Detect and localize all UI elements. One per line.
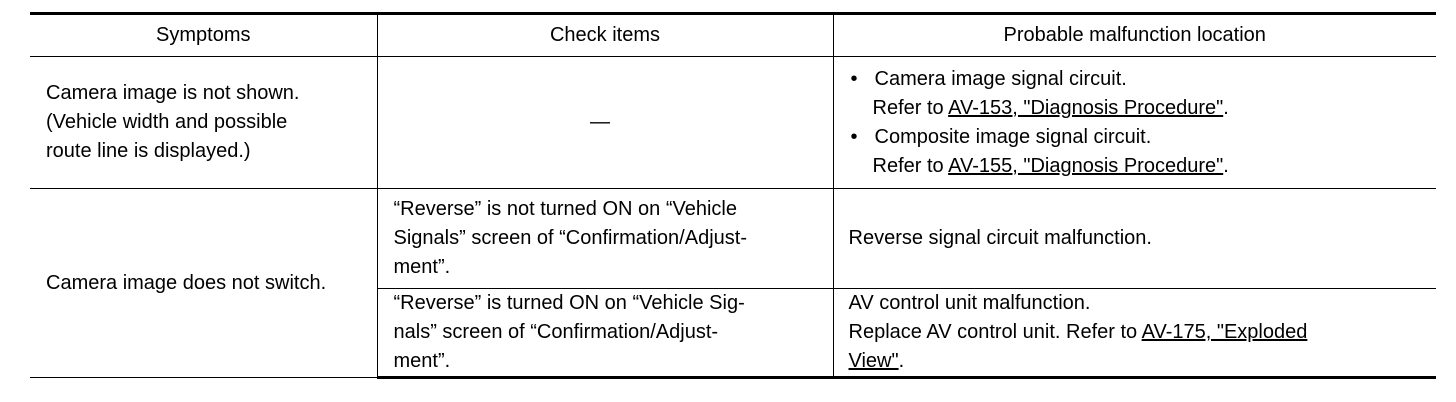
refer-end: . bbox=[898, 350, 905, 372]
check-cell bbox=[377, 189, 833, 289]
symptom-cell: Camera image does not switch. bbox=[30, 189, 377, 378]
symptom-line: Camera image is not shown. bbox=[46, 82, 300, 104]
check-cell bbox=[377, 289, 833, 378]
location-cell: Reverse signal circuit malfunction. bbox=[833, 189, 1436, 289]
location-cell bbox=[833, 289, 1436, 378]
location-line bbox=[849, 347, 1427, 376]
refer-prefix: Refer to bbox=[872, 96, 949, 119]
bullet-text: Composite image signal circuit. bbox=[874, 125, 1152, 148]
refer-prefix: Replace AV control unit. Refer to bbox=[848, 321, 1142, 343]
reference-link[interactable]: AV-153, "Diagnosis Procedure" bbox=[948, 96, 1224, 119]
reference-link-continued[interactable]: View" bbox=[848, 350, 899, 372]
bullet-item bbox=[849, 65, 1427, 94]
header-symptoms: Symptoms bbox=[30, 14, 377, 57]
symptom-cell bbox=[30, 57, 377, 189]
check-line: “Reverse” is not turned ON on “Vehicle bbox=[393, 198, 737, 220]
check-line: “Reverse” is turned ON on “Vehicle Sig- bbox=[393, 292, 745, 314]
symptom-line: (Vehicle width and possible bbox=[46, 111, 288, 133]
bullet-icon: • bbox=[850, 125, 858, 148]
refer-end: . bbox=[1223, 96, 1229, 119]
location-cell bbox=[833, 57, 1436, 189]
table-row bbox=[30, 57, 1436, 189]
check-line: nals” screen of “Confirmation/Adjust- bbox=[393, 321, 719, 343]
check-line: ment”. bbox=[393, 256, 451, 278]
table-row bbox=[30, 189, 1436, 289]
diagnosis-table bbox=[30, 12, 1436, 379]
refer-prefix: Refer to bbox=[872, 154, 949, 177]
check-line: Signals” screen of “Confirmation/Adjust- bbox=[393, 227, 747, 249]
reference-link[interactable]: AV-175, "Exploded bbox=[1141, 321, 1308, 343]
header-check-items: Check items bbox=[377, 14, 833, 57]
bullet-text: Camera image signal circuit. bbox=[874, 67, 1127, 90]
refer-line bbox=[849, 94, 1427, 123]
location-line: AV control unit malfunction. bbox=[848, 292, 1091, 314]
bullet-icon: • bbox=[850, 67, 858, 90]
check-cell: — bbox=[377, 57, 833, 189]
bullet-item bbox=[849, 123, 1427, 152]
symptom-line: route line is displayed.) bbox=[46, 140, 251, 162]
check-line: ment”. bbox=[393, 350, 451, 372]
refer-end: . bbox=[1223, 154, 1229, 177]
reference-link[interactable]: AV-155, "Diagnosis Procedure" bbox=[948, 154, 1224, 177]
refer-line bbox=[849, 152, 1427, 181]
header-location: Probable malfunction location bbox=[833, 14, 1436, 57]
location-line bbox=[849, 318, 1427, 347]
header-row bbox=[30, 14, 1436, 57]
